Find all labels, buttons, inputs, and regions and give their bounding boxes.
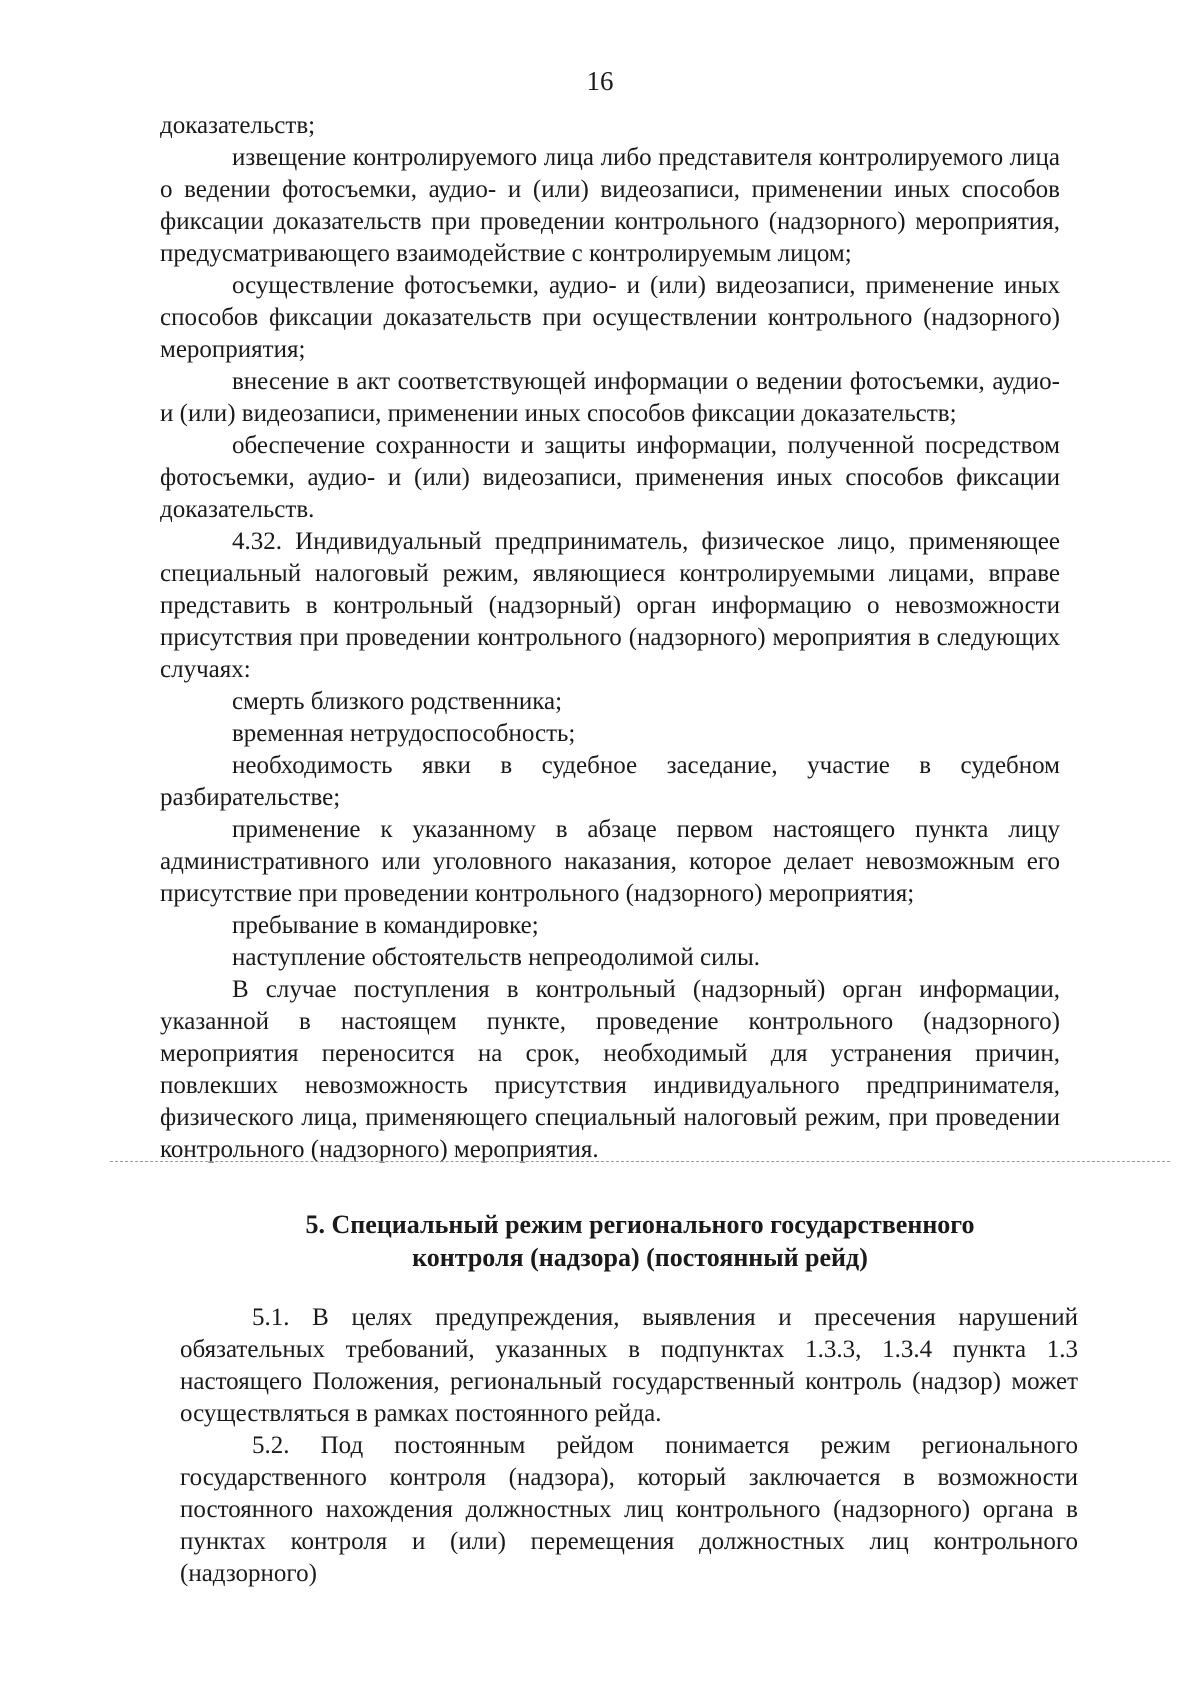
paragraph: доказательств; — [160, 112, 316, 139]
list-item: пребывание в командировке; — [232, 912, 539, 939]
section-heading-line: контроля (надзора) (постоянный рейд) — [412, 1243, 868, 1272]
list-item: временная нетрудоспособность; — [232, 720, 576, 747]
paragraph: 5.1. В целях предупреждения, выявления и пресечения нарушений обязательных требований, указанных в подпунктах 1.3.3, 1.3.4 пункта 1.3 настоящего Положения, региональный государственный контроль (надзор) может осуществляться в рамках постоянного рейда. — [180, 1304, 1078, 1427]
paragraph: 5.2. Под постоянным рейдом понимается режим регионального государственного контроля (надзора), который заключается в возможности постоянного нахождения должностных лиц контрольного (надзорного) органа в пунктах контроля и (или) перемещения должностных лиц контрольного (надзорного) — [180, 1432, 1078, 1587]
body-text — [160, 110, 1060, 1166]
list-item: смерть близкого родственника; — [232, 688, 563, 715]
paragraph: осуществление фотосъемки, аудио- и (или) видеозаписи, применение иных способов фиксации доказательств при осуществлении контрольного (надзорного) мероприятия; — [160, 272, 1060, 363]
paragraph: 4.32. Индивидуальный предприниматель, физическое лицо, применяющее специальный налоговый режим, являющиеся контролируемыми лицами, вправе представить в контрольный (надзорный) орган информацию о невозможности присутствия при проведении контрольного (надзорного) мероприятия в следующих случаях: — [160, 528, 1060, 683]
page-number: 16 — [586, 66, 614, 96]
paragraph: необходимость явки в судебное заседание, участие в судебном разбирательстве; — [160, 752, 1060, 811]
section-heading-line: 5. Специальный режим регионального государственного — [305, 1210, 975, 1239]
paragraph: применение к указанному в абзаце первом настоящего пункта лицу административного или уголовного наказания, которое делает невозможным его присутствие при проведении контрольного (надзорного) мероприятия; — [160, 816, 1060, 907]
paragraph: В случае поступления в контрольный (надзорный) орган информации, указанной в настоящем пункте, проведение контрольного (надзорного) мероприятия переносится на срок, необходимый для устранения причин, повлекших невозможность присутствия индивидуального предпринимателя, физического лица, применяющего специальный налоговый режим, при проведении контрольного (надзорного) мероприятия. — [160, 976, 1060, 1163]
list-item: наступление обстоятельств непреодолимой силы. — [232, 944, 761, 971]
paragraph: внесение в акт соответствующей информации о ведении фотосъемки, аудио- и (или) видеозаписи, применении иных способов фиксации доказательств; — [160, 368, 1060, 427]
scan-artifact-line — [110, 1161, 1170, 1162]
section-heading — [200, 1208, 1080, 1274]
section-body — [180, 1302, 1078, 1590]
paragraph: извещение контролируемого лица либо представителя контролируемого лица о ведении фотосъемки, аудио- и (или) видеозаписи, применении иных способов фиксации доказательств при проведении контрольного (надзорного) мероприятия, предусматривающего взаимодействие с контролируемым лицом; — [160, 144, 1060, 267]
paragraph: обеспечение сохранности и защиты информации, полученной посредством фотосъемки, аудио- и (или) видеозаписи, применения иных способов фиксации доказательств. — [160, 432, 1060, 523]
